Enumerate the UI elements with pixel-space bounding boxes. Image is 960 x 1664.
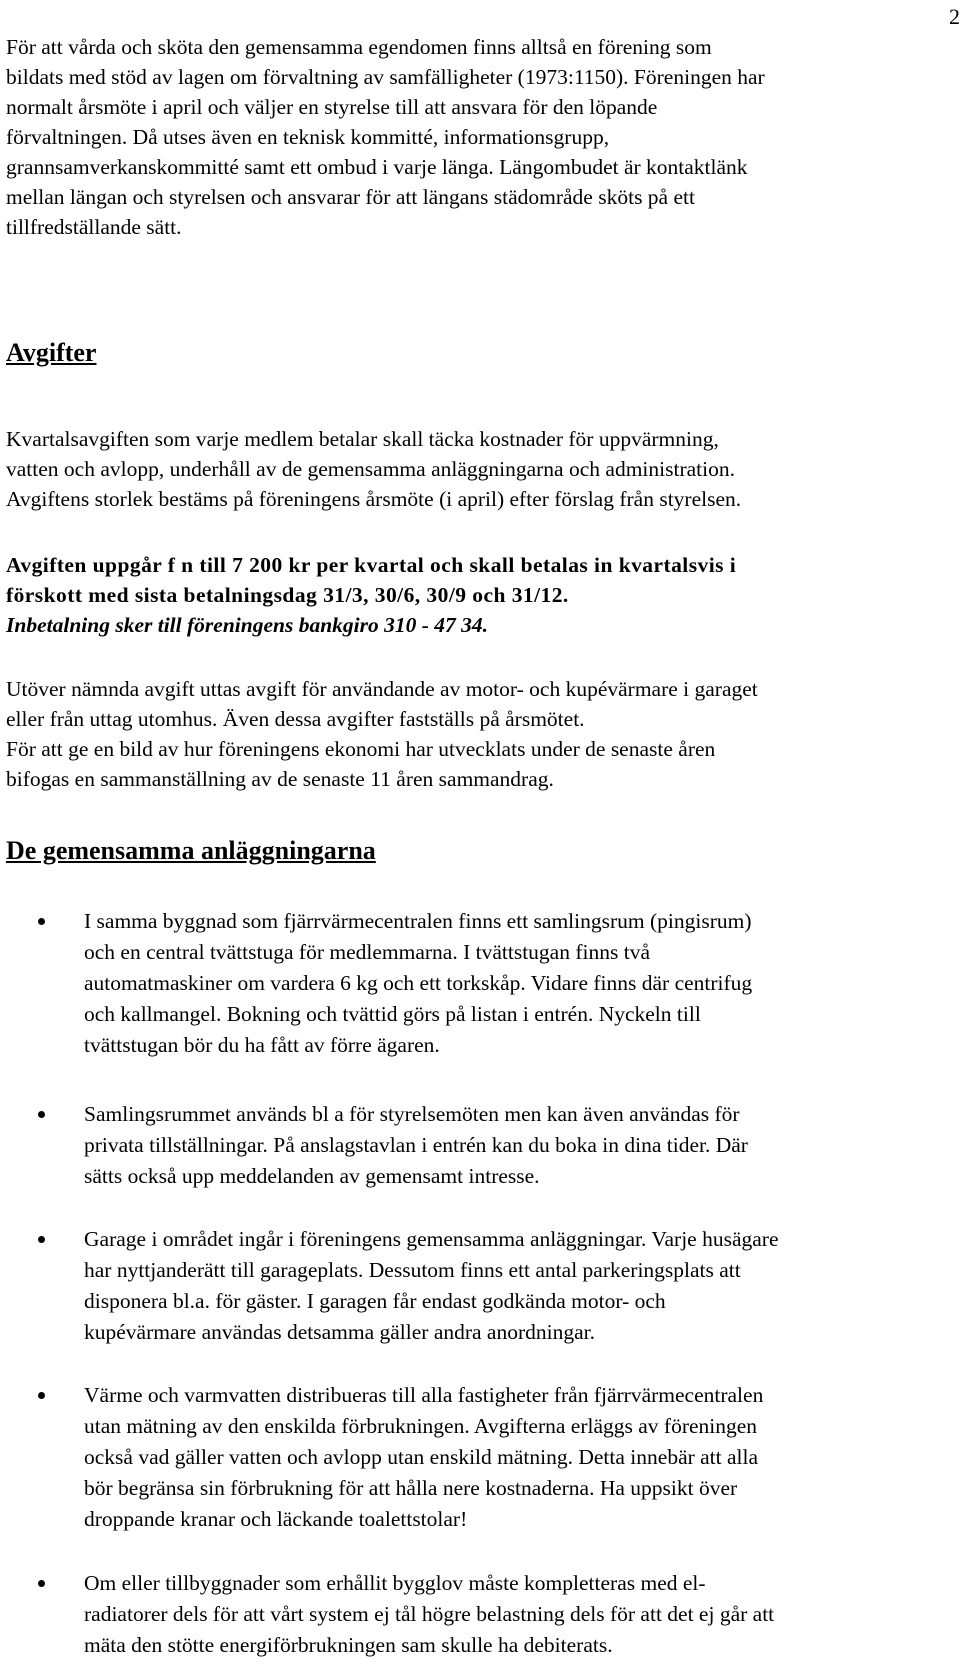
- bullet-dot-icon: [38, 1111, 45, 1118]
- bullet-line: Garage i området ingår i föreningens gemensamma anläggningar. Varje husägare: [84, 1227, 779, 1251]
- bullet-line: kupévärmare användas detsamma gäller andra anordningar.: [84, 1320, 596, 1344]
- payment-line: Avgiften uppgår f n till 7 200 kr per kvartal och skall betalas in kvartalsvis i: [6, 553, 737, 577]
- bullet-line: disponera bl.a. för gäster. I garagen får endast godkända motor- och: [84, 1289, 666, 1313]
- bullet-text: [84, 906, 752, 1061]
- bullet-line: också vad gäller vatten och avlopp utan enskild mätning. Detta innebär att alla: [84, 1445, 759, 1469]
- bullet-text: [84, 1224, 779, 1348]
- bullet-dot-icon: [38, 1392, 45, 1399]
- bullet-text: [84, 1380, 763, 1535]
- avgifter-paragraph: [6, 424, 741, 514]
- bullet-line: mäta den stötte energiförbrukningen sam skulle ha debiterats.: [84, 1633, 613, 1657]
- intro-line: För att vårda och sköta den gemensamma egendomen finns alltså en förening som: [6, 35, 712, 59]
- avgifter-line: vatten och avlopp, underhåll av de gemensamma anläggningarna och administration.: [6, 457, 735, 481]
- bullet-line: och kallmangel. Bokning och tvättid görs på listan i entrén. Nyckeln till: [84, 1002, 701, 1026]
- intro-line: förvaltningen. Då utses även en teknisk kommitté, informationsgrupp,: [6, 125, 610, 149]
- bankgiro-line: Inbetalning sker till föreningens bankgiro 310 - 47 34.: [6, 613, 489, 637]
- bullet-line: privata tillställningar. På anslagstavlan i entrén kan du boka in dina tider. Där: [84, 1133, 748, 1157]
- bullet-line: utan mätning av den enskilda förbrukningen. Avgifterna erläggs av föreningen: [84, 1414, 758, 1438]
- bullet-dot-icon: [38, 1580, 45, 1587]
- avgifter-line: Avgiftens storlek bestäms på föreningens årsmöte (i april) efter förslag från styrelsen.: [6, 487, 742, 511]
- bullet-line: tvättstugan bör du ha fått av förre ägaren.: [84, 1033, 440, 1057]
- intro-line: normalt årsmöte i april och väljer en styrelse till att ansvara för den löpande: [6, 95, 658, 119]
- extra-fees-paragraph: [6, 674, 758, 794]
- extra-fees-line: Utöver nämnda avgift uttas avgift för användande av motor- och kupévärmare i garaget: [6, 677, 758, 701]
- extra-fees-line: För att ge en bild av hur föreningens ekonomi har utvecklats under de senaste åren: [6, 737, 716, 761]
- bullet-line: Samlingsrummet används bl a för styrelsemöten men kan även användas för: [84, 1102, 740, 1126]
- bullet-line: I samma byggnad som fjärrvärmecentralen finns ett samlingsrum (pingisrum): [84, 909, 752, 933]
- bullet-text: [84, 1568, 774, 1661]
- bullet-dot-icon: [38, 1236, 45, 1243]
- bullet-line: sätts också upp meddelanden av gemensamt intresse.: [84, 1164, 540, 1188]
- intro-line: bildats med stöd av lagen om förvaltning av samfälligheter (1973:1150). Föreningen har: [6, 65, 765, 89]
- extra-fees-line: eller från uttag utomhus. Även dessa avgifter fastställs på årsmötet.: [6, 707, 585, 731]
- bullet-line: Om eller tillbyggnader som erhållit bygglov måste kompletteras med el-: [84, 1571, 706, 1595]
- extra-fees-line: bifogas en sammanställning av de senaste 11 åren sammandrag.: [6, 767, 554, 791]
- bullet-line: bör begränsa sin förbrukning för att hålla nere kostnaderna. Ha uppsikt över: [84, 1476, 738, 1500]
- bullet-line: radiatorer dels för att vårt system ej tål högre belastning dels för att det ej går att: [84, 1602, 775, 1626]
- bullet-text: [84, 1099, 748, 1192]
- payment-paragraph: [6, 550, 736, 640]
- bullet-line: droppande kranar och läckande toalettstolar!: [84, 1507, 468, 1531]
- avgifter-heading: Avgifter: [6, 338, 97, 367]
- anlaggningar-heading: De gemensamma anläggningarna: [6, 836, 376, 865]
- bullet-line: automatmaskiner om vardera 6 kg och ett torkskåp. Vidare finns där centrifug: [84, 971, 753, 995]
- bullet-line: Värme och varmvatten distribueras till alla fastigheter från fjärrvärmecentralen: [84, 1383, 764, 1407]
- payment-line: förskott med sista betalningsdag 31/3, 30/6, 30/9 och 31/12.: [6, 583, 569, 607]
- bullet-line: och en central tvättstuga för medlemmarna. I tvättstugan finns två: [84, 940, 650, 964]
- intro-paragraph: [6, 32, 765, 242]
- bullet-dot-icon: [38, 918, 45, 925]
- bullet-line: har nyttjanderätt till garageplats. Dessutom finns ett antal parkeringsplats att: [84, 1258, 741, 1282]
- intro-line: tillfredställande sätt.: [6, 215, 182, 239]
- page-number: 2: [949, 4, 960, 29]
- intro-line: grannsamverkanskommitté samt ett ombud i varje länga. Längombudet är kontaktlänk: [6, 155, 748, 179]
- avgifter-line: Kvartalsavgiften som varje medlem betalar skall täcka kostnader för uppvärmning,: [6, 427, 719, 451]
- intro-line: mellan längan och styrelsen och ansvarar för att längans städområde sköts på ett: [6, 185, 695, 209]
